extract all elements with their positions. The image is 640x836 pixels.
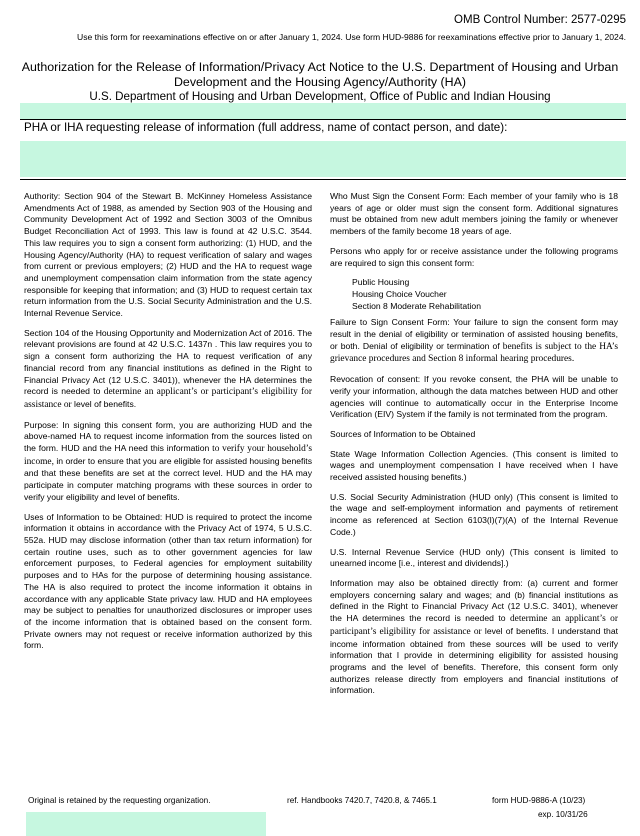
failure-paragraph — [330, 317, 618, 366]
section-104-paragraph — [24, 328, 312, 412]
program-item: Housing Choice Voucher — [352, 288, 447, 299]
form-subtitle: U.S. Department of Housing and Urban Development, Office of Public and Indian Housing — [89, 90, 551, 103]
uses-text: HUD is required to protect the income information it obtains in accordance with the Privacy Act of 1974, 5 U.S.C. 552a. HUD may disclose information (other than tax return information) for certain routine uses, such as to other government agencies for law enforcement purposes, to Federal agencies for employment suitability purposes and to HAs for the purpose of determining housing assistance. The HA is also required to protect the income information it obtains in accordance with any applicable State privacy law. HUD and HA employees may be subject to penalties for unauthorized disclosures or improper uses of the income information that is obtained based on the consent form. Private owners may not request or receive information authorized by this form. — [24, 511, 312, 651]
left-column — [24, 191, 312, 660]
failure-serif-text: benefits is subject to the HA’s grievance procedures and Section 8 informal hearing procedures. — [330, 341, 619, 365]
program-item: Public Housing — [352, 277, 410, 288]
who-text: Each member of your family who is 18 years of age or older must sign the consent form. Additional signatures must be obtained from new adult members joining the family or whenever members of the family become 18 years of age. — [330, 191, 618, 237]
program-list — [352, 277, 618, 312]
authority-text: Section 904 of the Stewart B. McKinney Homeless Assistance Amendments Act of 1988, as amended by Section 903 of the Housing and Community Development Act of 1992 and Section 3003 of the Omnibus Budget Reconciliation Act of 1993. This law is found at 42 U.S.C. 3544. This law requires you to sign a consent form authorizing: (1) HUD, and the Housing Agency/Authority (HA) to request verification of salary and wages from current or previous employers; (2) HUD and the HA to request wage and unemployment compensation claim information from the state agency responsible for keeping that information; and (3) HUD to request certain tax return information from the U.S. Social Security Administration and the U.S. Internal Revenue Service. — [24, 191, 312, 319]
persons-paragraph: Persons who apply for or receive assistance under the following programs are required to sign this consent form: — [330, 245, 618, 268]
direct-serif-text: determine an applicant’s or participant’s eligibility for assistance or — [330, 614, 618, 637]
footer-form-number: form HUD-9886-A (10/23) — [492, 796, 586, 805]
section-104-serif-text: determine an applicant’s or participant’s eligibility for assistance or — [24, 387, 312, 410]
purpose-serif-text: to verify your household’s income, — [24, 444, 313, 467]
revocation-paragraph — [330, 374, 618, 421]
revocation-heading: Revocation of consent: — [330, 374, 421, 385]
footer-handbook-ref: ref. Handbooks 7420.7, 7420.8, & 7465.1 — [287, 796, 437, 805]
uses-heading: Uses of Information to be Obtained: — [24, 511, 163, 522]
purpose-heading: Purpose: — [24, 419, 59, 430]
direct-text: Information may also be obtained directly from: (a) current and former employers concerning salary and wages; and (b) financial institutions as defined in the Right to Financial Privacy Act (12 U.S.C. 3401), whenever the HA determines the record is needed to — [330, 577, 618, 624]
uses-paragraph — [24, 512, 312, 652]
omb-control-number: OMB Control Number: 2577-0295 — [454, 14, 626, 26]
irs-paragraph: U.S. Internal Revenue Service (HUD only) (This consent is limited to unearned income [i.e., interest and dividends].) — [330, 546, 618, 569]
program-item: Section 8 Moderate Rehabilitation — [352, 300, 481, 311]
who-paragraph — [330, 191, 618, 238]
direct-text-end: level of benefits. I understand that income information obtained from these sources will be used to verify information that I provide in determining eligibility for assisted housing programs and the level of benefits. Therefore, this consent form only authorizes release directly from employers and financial institutions of information. — [330, 625, 618, 696]
authority-heading: Authority: — [24, 191, 61, 201]
right-column — [330, 191, 618, 705]
sources-heading: Sources of Information to be Obtained — [330, 428, 476, 439]
divider — [20, 119, 626, 120]
purpose-paragraph — [24, 420, 312, 504]
usage-note: Use this form for reexaminations effective on or after January 1, 2024. Use form HUD-9886 for reexaminations effective prior to January 1, 2024. — [77, 32, 626, 42]
purpose-text: In signing this consent form, you are authorizing HUD and the above-named HA to request income information from the sources listed on the form. HUD and the HA need this information — [24, 419, 312, 454]
ssa-paragraph: U.S. Social Security Administration (HUD only) (This consent is limited to the wage and self-employment information and payments of retirement income as referenced at Section 6103(l)(7)(A) of the Internal Revenue Code.) — [330, 491, 618, 537]
footer-original-note: Original is retained by the requesting organization. — [28, 796, 211, 805]
footer-expiration: exp. 10/31/26 — [538, 810, 588, 819]
pha-request-field[interactable] — [20, 141, 626, 177]
who-heading: Who Must Sign the Consent Form: — [330, 191, 465, 201]
failure-heading: Failure to Sign Consent Form: — [330, 317, 450, 328]
top-fill-field[interactable] — [20, 103, 626, 119]
form-title: Authorization for the Release of Information/Privacy Act Notice to the U.S. Department of Housing and Urban Development and the Housing Agency/Authority (HA) — [21, 60, 619, 89]
footer-fill-field[interactable] — [26, 812, 266, 836]
section-104-text: Section 104 of the Housing Opportunity and Modernization Act of 2016. The relevant provisions are found at 42 U.S.C. 1437n . This law requires you to sign a consent form authorizing the HA to request verification of any financial record from any financial institutions as defined in the Right to Financial Privacy Act (12 U.S.C. 3401)), whenever the HA determines the record is needed to — [24, 327, 312, 397]
revocation-text: If you revoke consent, the PHA will be unable to verify your information, although the data matches between HUD and other agencies will continue to automatically occur in the Enterprise Income Verification (EIV) System if the family is not terminated from the program. — [330, 374, 618, 420]
purpose-text-end: in order to ensure that you are eligible for assisted housing benefits and that these benefits are set at the correct level. HUD and the HA may participate in computer matching programs with these sources in order to verify your eligibility and level of benefits. — [24, 455, 312, 502]
section-104-end: level of benefits. — [74, 398, 137, 409]
pha-request-label: PHA or IHA requesting release of information (full address, name of contact person, and date): — [24, 121, 508, 134]
direct-paragraph — [330, 578, 618, 697]
state-wage-paragraph: State Wage Information Collection Agencies. (This consent is limited to wages and unemployment compensation I have received when I have received assisted housing benefits.) — [330, 448, 618, 483]
authority-paragraph — [24, 191, 312, 320]
divider — [20, 179, 626, 180]
failure-text: Your failure to sign the consent form may result in the denial of eligibility or termination of assisted housing benefits, or both. Denial of eligibility or termination of — [330, 317, 619, 351]
